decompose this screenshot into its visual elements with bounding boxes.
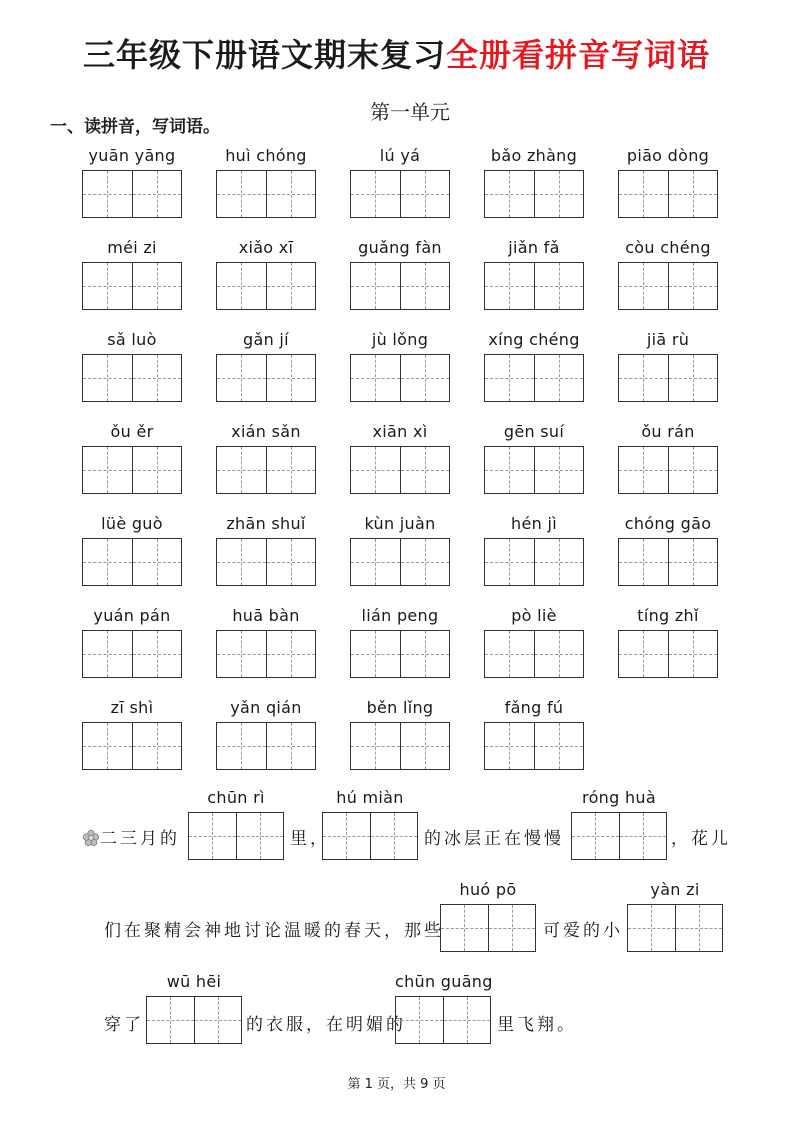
passage-line-1-start xyxy=(82,824,180,849)
pinyin-label: guǎng fàn xyxy=(358,238,442,257)
pinyin-label: róng huà xyxy=(582,788,656,807)
flower-icon xyxy=(82,829,100,847)
tianzige[interactable] xyxy=(188,812,284,860)
pinyin-label: huì chóng xyxy=(225,146,307,165)
page-footer: 第 1 页，共 9 页 xyxy=(347,1077,446,1092)
pinyin-label: chūn rì xyxy=(207,788,265,807)
pinyin-label: lián peng xyxy=(361,606,439,625)
pinyin-label: kùn juàn xyxy=(364,514,436,533)
tianzige[interactable] xyxy=(440,904,536,952)
pinyin-label: tíng zhǐ xyxy=(637,606,699,625)
pinyin-label: hén jì xyxy=(511,514,557,533)
passage-text: 的衣服，在明媚的 xyxy=(246,1015,406,1035)
pinyin-label: xíng chéng xyxy=(488,330,580,349)
pinyin-label: sǎ luò xyxy=(107,330,157,349)
passage-text: ，花儿 xyxy=(671,829,731,849)
pinyin-label: ǒu rán xyxy=(641,422,695,441)
pinyin-label: chóng gāo xyxy=(624,514,712,533)
passage-text: 穿了 xyxy=(104,1015,144,1035)
answer-box-huopo[interactable] xyxy=(440,879,536,952)
answer-box-wuhei[interactable] xyxy=(146,971,242,1044)
pinyin-label: yuán pán xyxy=(93,606,171,625)
pinyin-label: méi zi xyxy=(107,238,157,257)
tianzige[interactable] xyxy=(395,996,491,1044)
pinyin-label: jiā rù xyxy=(646,330,690,349)
pinyin-label: zī shì xyxy=(110,698,154,717)
passage-text: 里飞翔。 xyxy=(497,1015,577,1035)
pinyin-label: wū hēi xyxy=(166,972,222,991)
pinyin-label: huó pō xyxy=(459,880,517,899)
pinyin-label: pò liè xyxy=(511,606,557,625)
tianzige[interactable] xyxy=(146,996,242,1044)
unit-title: 第一单元 xyxy=(370,100,450,124)
pinyin-label: chūn guāng xyxy=(395,972,493,991)
passage-text: 的冰层正在慢慢 xyxy=(424,829,564,849)
pinyin-label: lüè guò xyxy=(101,514,163,533)
answer-box-humian[interactable] xyxy=(322,787,418,860)
answer-box-chunguang[interactable] xyxy=(395,971,491,1044)
passage-text: 们在聚精会神地讨论温暖的春天，那些 xyxy=(104,921,444,941)
pinyin-label: bǎo zhàng xyxy=(490,146,578,165)
pinyin-label: jiǎn fǎ xyxy=(508,238,560,257)
title-highlight: 全册看拼音写词语 xyxy=(446,36,711,74)
answer-box-yanzi[interactable] xyxy=(627,879,723,952)
pinyin-label: xiǎo xī xyxy=(238,238,294,257)
pinyin-label: běn lǐng xyxy=(366,698,434,717)
pinyin-label: zhān shuǐ xyxy=(226,514,306,533)
section-heading: 一、读拼音，写词语。 xyxy=(50,117,220,137)
tianzige[interactable] xyxy=(627,904,723,952)
pinyin-label: fǎng fú xyxy=(504,698,564,717)
pinyin-label: yàn zi xyxy=(650,880,700,899)
pinyin-label: gǎn jí xyxy=(243,330,289,349)
tianzige[interactable] xyxy=(571,812,667,860)
answer-box-chunri[interactable] xyxy=(188,787,284,860)
pinyin-label: jù lǒng xyxy=(371,330,429,349)
tianzige[interactable] xyxy=(322,812,418,860)
pinyin-label: huā bàn xyxy=(232,606,300,625)
pinyin-label: còu chéng xyxy=(625,238,711,257)
passage-text: 里， xyxy=(290,829,330,849)
pinyin-label: xiān xì xyxy=(372,422,428,441)
pinyin-label: gēn suí xyxy=(503,422,565,441)
passage-text: 可爱的小 xyxy=(543,921,623,941)
passage-text: 二三月的 xyxy=(100,829,180,849)
pinyin-label: ǒu ěr xyxy=(110,422,154,441)
pinyin-label: yǎn qián xyxy=(230,698,302,717)
answer-box-ronghua[interactable] xyxy=(571,787,667,860)
title-main: 三年级下册语文期末复习 xyxy=(82,36,446,74)
pinyin-label: xián sǎn xyxy=(231,422,301,441)
pinyin-label: hú miàn xyxy=(336,788,404,807)
pinyin-label: yuān yāng xyxy=(88,146,176,165)
pinyin-label: lú yá xyxy=(379,146,421,165)
pinyin-label: piāo dòng xyxy=(626,146,710,165)
